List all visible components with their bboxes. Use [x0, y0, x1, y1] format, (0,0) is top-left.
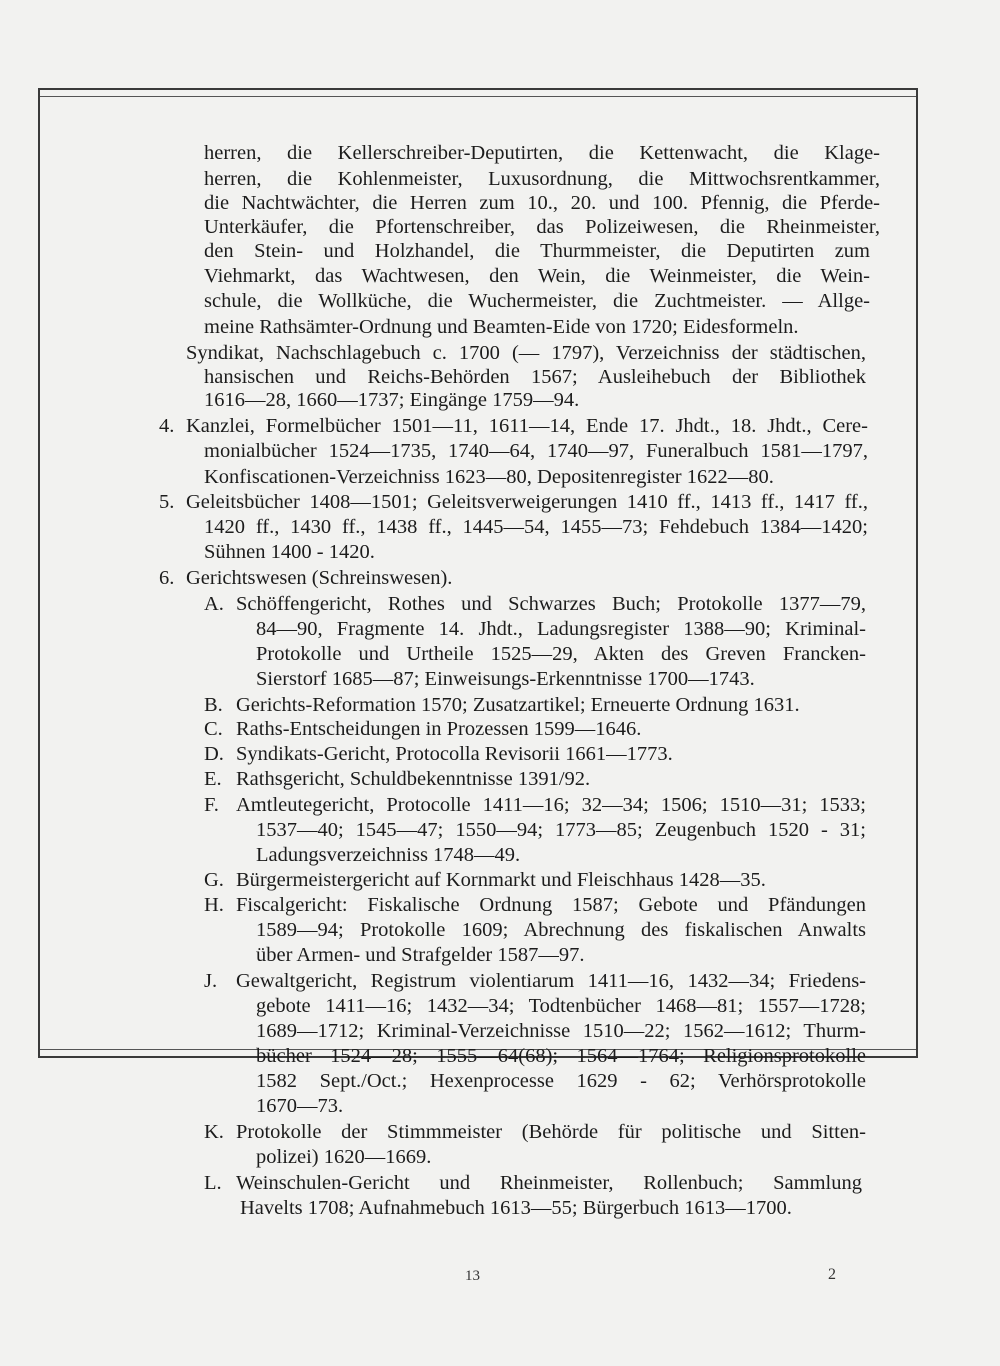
subsection-line: Protokolle und Urtheile 1525—29, Akten des Greven Francken-: [256, 643, 866, 665]
subsection-line: bücher 1524—28; 1555—64(68); 1564—1764; Religionsprotokolle: [256, 1045, 866, 1067]
subsection-letter: F.: [204, 794, 219, 816]
section-line: monialbücher 1524—1735, 1740—64, 1740—97, Funeralbuch 1581—1797,: [204, 440, 868, 462]
intro-line: den Stein- und Holzhandel, die Thurmmeister, die Deputirten zum: [204, 240, 870, 262]
subsection-line: polizei) 1620—1669.: [256, 1146, 432, 1168]
intro-line: meine Rathsämter-Ordnung und Beamten-Eide von 1720; Eidesformeln.: [204, 316, 799, 338]
subsection-letter: G.: [204, 869, 224, 891]
subsection-line: 1689—1712; Kriminal-Verzeichnisse 1510—22; 1562—1612; Thurm-: [256, 1020, 866, 1042]
section-line: Konfiscationen-Verzeichniss 1623—80, Depositenregister 1622—80.: [204, 466, 774, 488]
subsection-letter: B.: [204, 694, 223, 716]
subsection-line: 1537—40; 1545—47; 1550—94; 1773—85; Zeugenbuch 1520 - 31;: [256, 819, 866, 841]
signature-mark: 2: [828, 1266, 836, 1283]
subsection-line: Raths-Entscheidungen in Prozessen 1599—1646.: [236, 718, 642, 740]
intro-line: schule, die Wollküche, die Wuchermeister, die Zuchtmeister. — Allge-: [204, 290, 870, 312]
syndikat-line: 1616—28, 1660—1737; Eingänge 1759—94.: [204, 389, 580, 411]
section-line: Sühnen 1400 - 1420.: [204, 541, 375, 563]
subsection-line: gebote 1411—16; 1432—34; Todtenbücher 1468—81; 1557—1728;: [256, 995, 866, 1017]
subsection-line: Protokolle der Stimmmeister (Behörde für politische und Sitten-: [236, 1121, 866, 1143]
subsection-line: Gerichts-Reformation 1570; Zusatzartikel; Erneuerte Ordnung 1631.: [236, 694, 800, 716]
subsection-line: 84—90, Fragmente 14. Jhdt., Ladungsregister 1388—90; Kriminal-: [256, 618, 866, 640]
page-number: 13: [465, 1268, 480, 1284]
intro-line: die Nachtwächter, die Herren zum 10., 20. und 100. Pfennig, die Pferde-: [204, 192, 880, 214]
subsection-letter: L.: [204, 1172, 222, 1194]
subsection-line: über Armen- und Strafgelder 1587—97.: [256, 944, 585, 966]
intro-line: Unterkäufer, die Pfortenschreiber, das Polizeiwesen, die Rheinmeister,: [204, 216, 880, 238]
subsection-line: 1589—94; Protokolle 1609; Abrechnung des fiskalischen Anwalts: [256, 919, 866, 941]
top-rule: [40, 96, 916, 97]
syndikat-line: Syndikat, Nachschlagebuch c. 1700 (— 1797), Verzeichniss der städtischen,: [186, 342, 866, 364]
subsection-line: Fiscalgericht: Fiskalische Ordnung 1587; Gebote und Pfändungen: [236, 894, 866, 916]
section-line: Geleitsbücher 1408—1501; Geleitsverweigerungen 1410 ff., 1413 ff., 1417 ff.,: [186, 491, 868, 513]
subsection-line: Havelts 1708; Aufnahmebuch 1613—55; Bürgerbuch 1613—1700.: [240, 1197, 792, 1219]
section-line: Gerichtswesen (Schreinswesen).: [186, 567, 453, 589]
subsection-line: Amtleutegericht, Protocolle 1411—16; 32—34; 1506; 1510—31; 1533;: [236, 794, 866, 816]
subsection-letter: J.: [204, 970, 218, 992]
subsection-letter: C.: [204, 718, 223, 740]
subsection-line: Weinschulen-Gericht und Rheinmeister, Rollenbuch; Sammlung: [236, 1172, 862, 1194]
intro-line: herren, die Kellerschreiber-Deputirten, die Kettenwacht, die Klage-: [204, 142, 880, 164]
subsection-letter: K.: [204, 1121, 224, 1143]
subsection-letter: E.: [204, 768, 222, 790]
subsection-letter: A.: [204, 593, 224, 615]
subsection-line: Syndikats-Gericht, Protocolla Revisorii 1661—1773.: [236, 743, 673, 765]
subsection-line: Rathsgericht, Schuldbekenntnisse 1391/92.: [236, 768, 591, 790]
section-number: 5.: [159, 491, 175, 513]
subsection-line: Bürgermeistergericht auf Kornmarkt und Fleischhaus 1428—35.: [236, 869, 766, 891]
subsection-line: 1670—73.: [256, 1095, 344, 1117]
section-line: Kanzlei, Formelbücher 1501—11, 1611—14, Ende 17. Jhdt., 18. Jhdt., Cere-: [186, 415, 868, 437]
intro-line: herren, die Kohlenmeister, Luxusordnung, die Mittwochsrentkammer,: [204, 168, 880, 190]
section-number: 4.: [159, 415, 175, 437]
subsection-line: Ladungsverzeichniss 1748—49.: [256, 844, 521, 866]
intro-line: Viehmarkt, das Wachtwesen, den Wein, die Weinmeister, die Wein-: [204, 265, 870, 287]
subsection-line: Gewaltgericht, Registrum violentiarum 1411—16, 1432—34; Friedens-: [236, 970, 866, 992]
subsection-line: 1582 Sept./Oct.; Hexenprocesse 1629 - 62; Verhörsprotokolle: [256, 1070, 866, 1092]
section-line: 1420 ff., 1430 ff., 1438 ff., 1445—54, 1455—73; Fehdebuch 1384—1420;: [204, 516, 868, 538]
section-number: 6.: [159, 567, 175, 589]
subsection-line: Schöffengericht, Rothes und Schwarzes Buch; Protokolle 1377—79,: [236, 593, 866, 615]
syndikat-line: hansischen und Reichs-Behörden 1567; Ausleihebuch der Bibliothek: [204, 366, 866, 388]
subsection-letter: H.: [204, 894, 224, 916]
subsection-letter: D.: [204, 743, 224, 765]
subsection-line: Sierstorf 1685—87; Einweisungs-Erkenntnisse 1700—1743.: [256, 668, 755, 690]
